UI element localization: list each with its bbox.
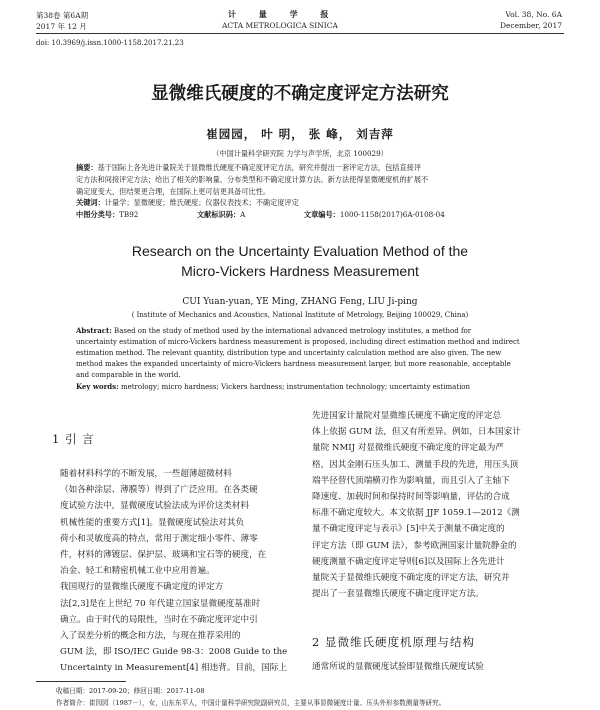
body-line: 机械性能的重要方式[1]。显微硬度试验法对其负 [60, 517, 245, 528]
keywords-en: metrology; micro hardness; Vickers hardness; instrumentation technology; uncertainty estimation [120, 383, 471, 391]
classification-row [76, 209, 526, 221]
keywords-cn: 计量学；显微硬度；维氏硬度；仪器仪表技术；不确定度评定 [104, 198, 299, 208]
body-line: 度试验方法中，显微硬度试验法成为评价这类材料 [60, 501, 250, 512]
abstract-cn-line: 定方法和间接评定方法；给出了相关的影响量、分布类型和不确定度计算方法。新方法使得显微硬度机的扩展不 [76, 174, 429, 184]
body-line: 入了误差分析的概念和方法，与现在推荐采用的 [60, 631, 241, 642]
right-column-body [312, 408, 555, 602]
article-no-value: 1000-1158(2017)6A-0108-04 [339, 210, 445, 220]
body-line: 法[2,3]是在上世纪 70 年代建立国家显微硬度基准时 [60, 598, 261, 609]
abstract-cn [76, 162, 526, 221]
body-line: 量院 NMIJ 对显微维氏硬度不确定度的评定最为严 [312, 443, 504, 454]
abstract-cn-label: 摘要： [76, 163, 98, 172]
abstract-en-line: Based on the study of method used by the international advanced metrology institutes, a method for [114, 327, 472, 335]
body-line: 确立。由于时代的局限性，当时在不确定度评定中引 [60, 614, 258, 625]
page-title-en-line1: Research on the Uncertainty Evaluation Method of the [131, 243, 469, 259]
article-no-label: 文章编号： [303, 210, 340, 220]
abstract-en-line: uncertainty estimation of micro-Vickers hardness measurement is proposed, including direct estimation method and indirect [76, 338, 520, 346]
body-line: 件，材料的薄镀层、保护层、玻璃和宝石等的硬度，在 [60, 550, 267, 561]
abstract-en [76, 325, 536, 393]
abstract-en-line: and comparable in the world. [76, 371, 181, 379]
body-line: 端半径替代顶端横刃作为影响量，而且引入了主轴下 [312, 475, 510, 486]
page-title-en-line2: Micro-Vickers Hardness Measurement [181, 263, 419, 279]
section-1-heading: 1 引 言 [52, 432, 95, 446]
affiliation-en: ( Institute of Mechanics and Acoustics, National Institute of Metrology, Beijing 100029, China) [131, 311, 469, 319]
footnote-rule [36, 681, 126, 682]
header-date-en: December, 2017 [499, 21, 562, 30]
body-line: 随着材料科学的不断发展，一些超薄超微材料 [60, 469, 232, 479]
footnote-author: 作者简介：崔园园（1987－），女，山东东平人，中国计量科学研究院副研究员，主要从事显微硬度计量、压头外形参数测量等研究。 [56, 699, 446, 707]
body-line: 冶金、轻工和精密机械工业中应用普遍。 [60, 566, 215, 577]
body-line: 我国现行的显微维氏硬度不确定度的评定方 [60, 582, 224, 593]
body-line: 量院关于显微维氏硬度不确定度的评定方法，研究并 [312, 573, 510, 584]
body-line: 量不确定度评定与表示》[5]中关于测量不确定度的 [312, 524, 505, 535]
body-line: 格，因其金刚石压头加工、测量手段的先进，用压头顶 [312, 459, 519, 470]
page-title-cn: 显微维氏硬度的不确定度评定方法研究 [151, 84, 449, 104]
body-line: 评定方法（即 GUM 法），参考欧洲国家计量院静金的 [312, 540, 517, 551]
body-line: Uncertainty in Measurement[4] 相违背。目前，国际上 [60, 663, 287, 674]
header-volume-issue-en: Vol. 38, No. 6A [505, 10, 562, 19]
footnote-received: 收稿日期：2017-09-20；修回日期：2017-11-08 [56, 687, 205, 695]
authors-cn: 崔园园， 叶 明， 张 峰， 刘吉萍 [206, 127, 394, 141]
affiliation-cn: （中国计量科学研究院 力学与声学所，北京 100029） [212, 149, 388, 158]
abstract-en-label: Abstract: [76, 326, 112, 335]
abstract-cn-line: 确定度变大，但结果更合理，在国际上更可信更具备可比性。 [76, 186, 271, 196]
header-rule [36, 33, 564, 34]
keywords-cn-label: 关键词： [76, 198, 105, 208]
abstract-cn-line: 基于国际上各先进计量院关于显微维氏硬度不确定度评定方法，研究并提出一套评定方法，包括直接评 [97, 163, 422, 172]
body-line: 体上依据 GUM 法，但又有所差异。例如，日本国家计 [312, 427, 521, 438]
body-line: GUM 法，即 ISO/IEC Guide 98-3：2008 Guide to the [60, 647, 288, 658]
doi: doi: 10.3969/j.issn.1000-1158.2017.21.23 [36, 39, 184, 47]
abstract-en-line: method makes the expanded uncertainty of micro-Vickers hardness measurement larger, but more reasonable, acceptable [76, 360, 511, 368]
doc-code-label: 文献标识码： [196, 210, 241, 220]
body-line: （如各种涂层、薄膜等）得到了广泛应用。在各类硬 [60, 485, 258, 496]
clc-value: TB92 [119, 210, 139, 220]
header-volume-issue: 第38卷 第6A期 [36, 11, 89, 20]
body-line: 提出了一套显微维氏硬度不确定度评定方法。 [312, 589, 484, 600]
body-line: 硬度测量不确定度评定导则[6]以及国际上各先进计 [312, 556, 505, 567]
body-line: 先进国家计量院对显微维氏硬度不确定度的评定总 [312, 411, 502, 421]
body-line: 标准不确定度较大。本文依据 JJF 1059.1—2012《测 [312, 508, 520, 519]
section-2-first-line: 通常所说的显微硬度试验即显微维氏硬度试验 [312, 662, 484, 672]
authors-en: CUI Yuan-yuan, YE Ming, ZHANG Feng, LIU Ji-ping [182, 297, 418, 307]
header-journal-en: ACTA METROLOGICA SINICA [222, 21, 338, 30]
section-2-heading: 2 显微维氏硬度机原理与结构 [312, 635, 475, 649]
abstract-en-line: estimation method. The relevant quantity, distribution type and uncertainty calculation method are also given. The new [76, 349, 502, 357]
body-line: 荷小和灵敏度高的特点，常用于测定细小零件、薄零 [60, 533, 258, 544]
keywords-en-label: Key words: [76, 382, 119, 391]
section-1-body [60, 466, 303, 677]
doc-code-value: A [240, 210, 246, 220]
clc-label: 中图分类号： [76, 210, 120, 220]
header-journal-cn: 计 量 学 报 [228, 9, 339, 19]
header-date-cn: 2017 年 12 月 [36, 22, 87, 31]
body-line: 降速度、加载时间和保持时间等影响量，评估的合成 [312, 492, 510, 503]
